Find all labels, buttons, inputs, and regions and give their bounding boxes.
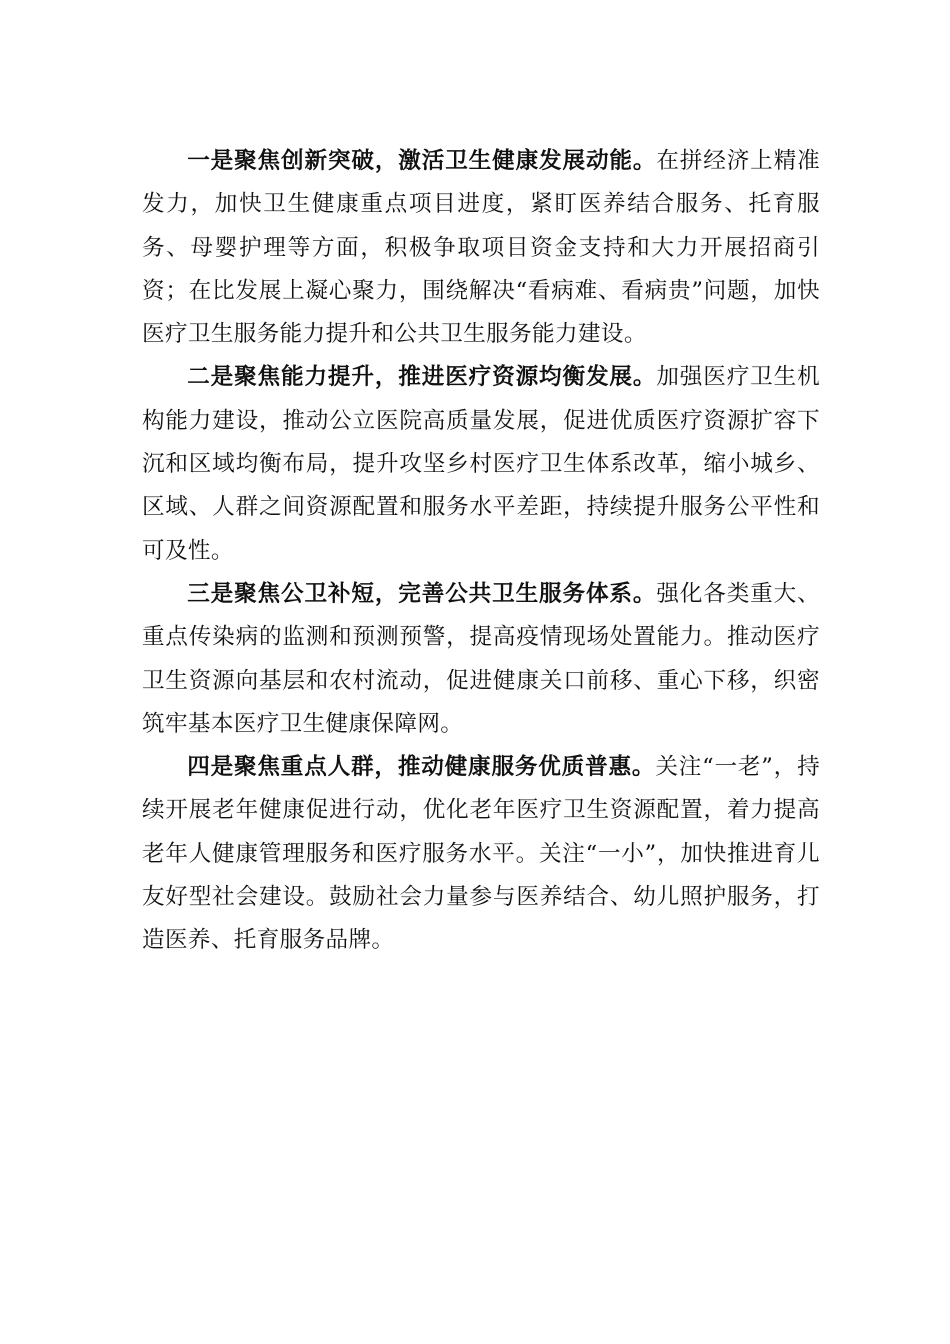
paragraph-1-heading: 一是聚焦创新突破，激活卫生健康发展动能。 <box>187 148 657 174</box>
paragraph-2 <box>142 356 820 572</box>
paragraph-3-text: 强化各类重大、重点传染病的监测和预测预警，提高疫情现场处置能力。推动医疗卫生资源向基层和农村流动，促进健康关口前移、重心下移，织密筑牢基本医疗卫生健康保障网。 <box>142 580 821 737</box>
paragraph-4 <box>142 746 820 962</box>
paragraph-2-heading: 二是聚焦能力提升，推进医疗资源均衡发展。 <box>187 364 657 391</box>
paragraph-2-text: 加强医疗卫生机构能力建设，推动公立医院高质量发展，促进优质医疗资源扩容下沉和区域均衡布局，提升攻坚乡村医疗卫生体系改革，缩小城乡、区域、人群之间资源配置和服务水平差距，持续提升服务公平性和可及性。 <box>142 364 821 564</box>
paragraph-3-heading: 三是聚焦公卫补短，完善公共卫生服务体系。 <box>187 580 657 607</box>
paragraph-4-text: 关注“一老”，持续开展老年健康促进行动，优化老年医疗卫生资源配置，着力提高老年人健康管理服务和医疗服务水平。关注“一小”，加快推进育儿友好型社会建设。鼓励社会力量参与医养结合、幼儿照护服务，打造医养、托育服务品牌。 <box>142 754 821 954</box>
paragraph-4-heading: 四是聚焦重点人群，推动健康服务优质普惠。 <box>187 754 656 781</box>
paragraph-1-text: 在拼经济上精准发力，加快卫生健康重点项目进度，紧盯医养结合服务、托育服务、母婴护理等方面，积极争取项目资金支持和大力开展招商引资；在比发展上凝心聚力，围绕解决“看病难、看病贵”问题，加快医疗卫生服务能力提升和公共卫生服务能力建设。 <box>142 148 821 348</box>
paragraph-1 <box>142 140 820 356</box>
document-body <box>142 140 820 963</box>
paragraph-3 <box>142 573 820 746</box>
